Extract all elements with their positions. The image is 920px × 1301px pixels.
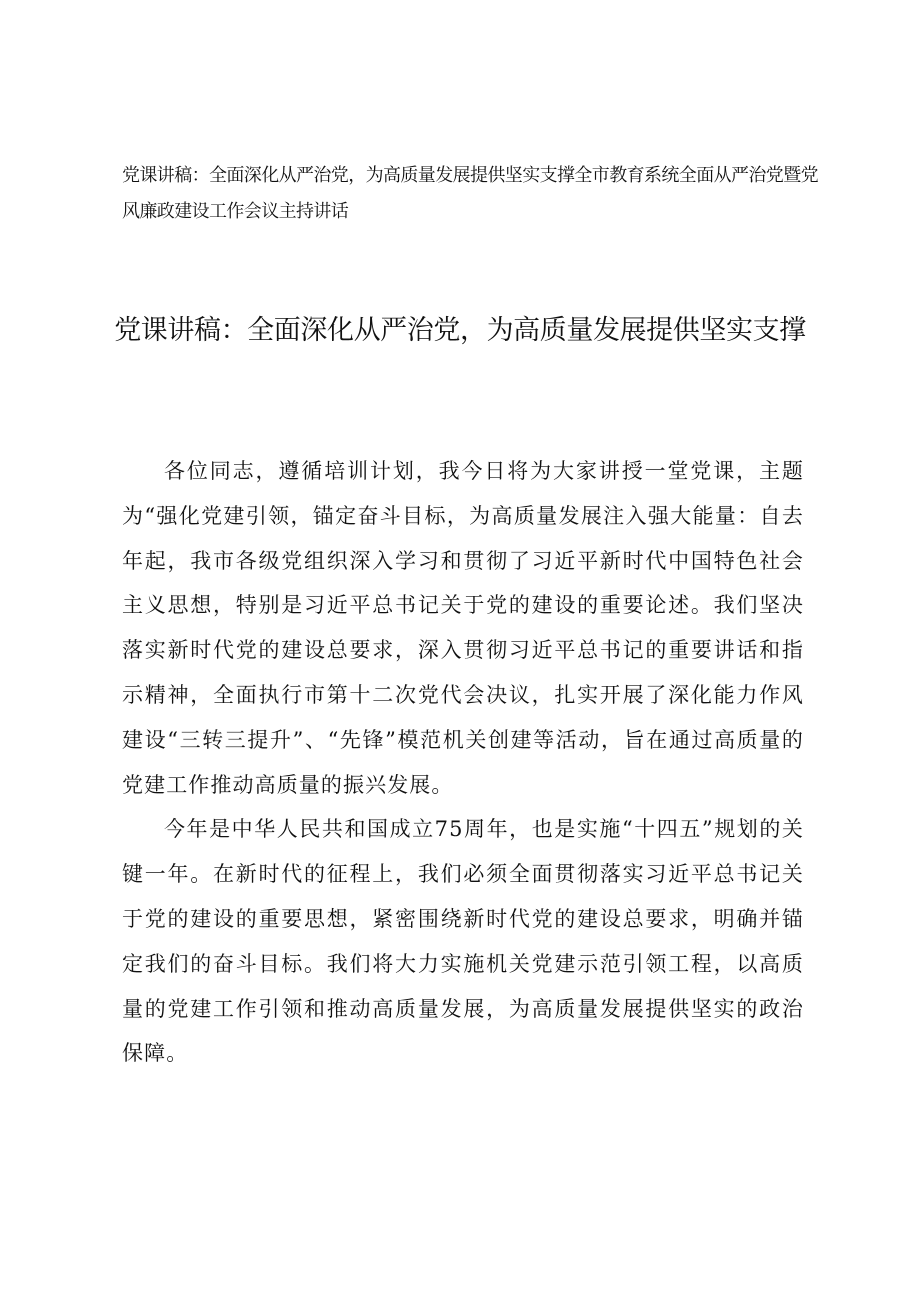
body-paragraph: 今年是中华人民共和国成立75周年，也是实施“十四五”规划的关键一年。在新时代的征程上，我们必须全面贯彻落实习近平总书记关于党的建设的重要思想，紧密围绕新时代党的建设总要求，明确并锚定我们的奋斗目标。我们将大力实施机关党建示范引领工程，以高质量的党建工作引领和推动高质量发展，为高质量发展提供坚实的政治保障。 bbox=[122, 817, 804, 1066]
body-paragraph: 各位同志，遵循培训计划，我今日将为大家讲授一堂党课，主题为“强化党建引领，锚定奋斗目标，为高质量发展注入强大能量：自去年起，我市各级党组织深入学习和贯彻了习近平新时代中国特色社会主义思想，特别是习近平总书记关于党的建设的重要论述。我们坚决落实新时代党的建设总要求，深入贯彻习近平总书记的重要讲话和指示精神，全面执行市第十二次党代会决议，扎实开展了深化能力作风建设“三转三提升”、“先锋”模范机关创建等活动，旨在通过高质量的党建工作推动高质量的振兴发展。 bbox=[122, 459, 804, 797]
document-body bbox=[122, 449, 804, 1076]
document-header: 党课讲稿：全面深化从严治党，为高质量发展提供坚实支撑全市教育系统全面从严治党暨党风廉政建设工作会议主持讲话 bbox=[122, 165, 818, 222]
document-title: 党课讲稿：全面深化从严治党，为高质量发展提供坚实支撑 bbox=[114, 315, 806, 346]
